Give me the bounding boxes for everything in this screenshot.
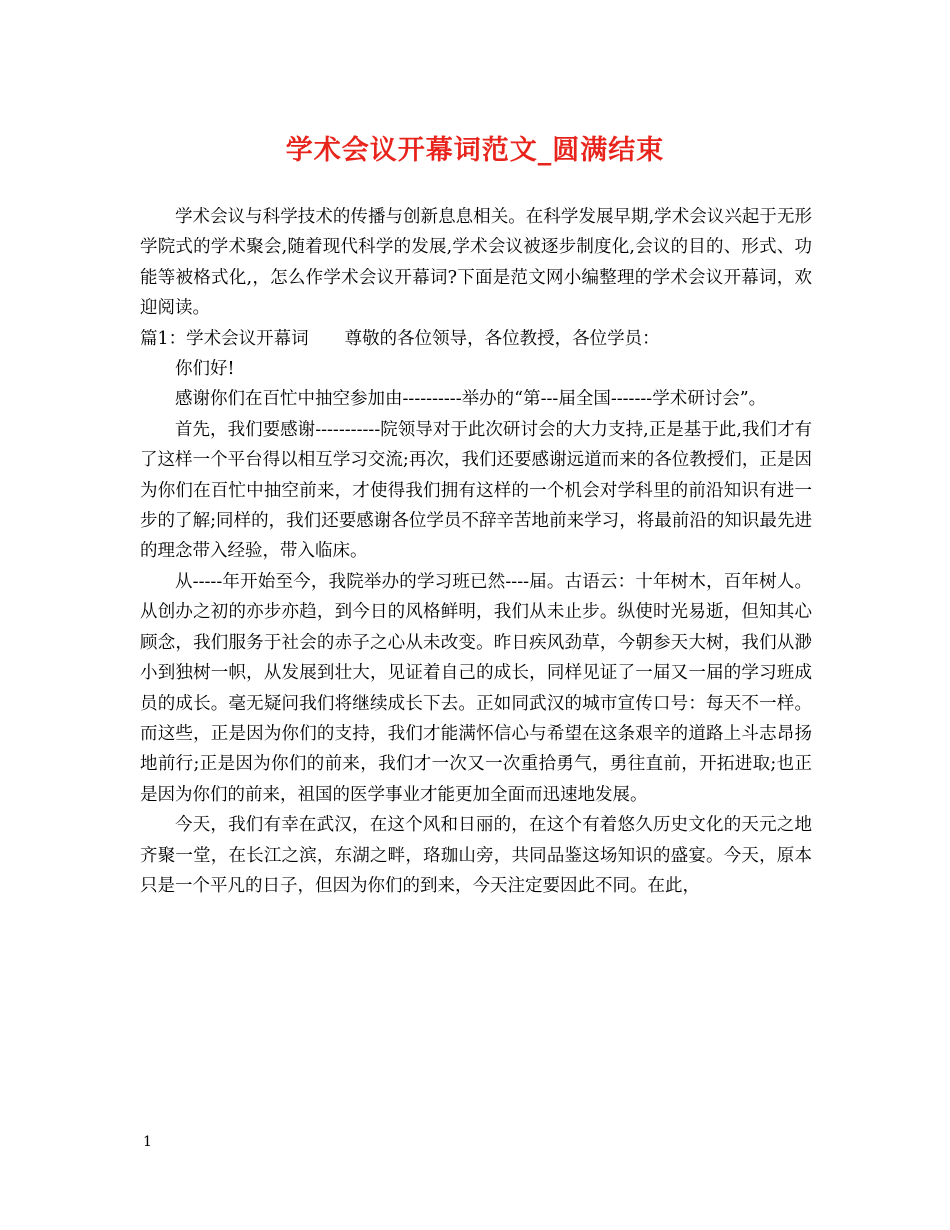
today-paragraph: 今天，我们有幸在武汉，在这个风和日丽的，在这个有着悠久历史文化的天元之地齐聚一堂，在长江之滨，东湖之畔，珞珈山旁，共同品鉴这场知识的盛宴。今天，原本只是一个平凡的日子，但因为你们的到来，今天注定要因此不同。在此， xyxy=(140,815,812,896)
history-paragraph: 从-----年开始至今，我院举办的学习班已然----届。古语云：十年树木，百年树人。从创办之初的亦步亦趋，到今日的风格鲜明，我们从未止步。纵使时光易逝，但知其心顾念，我们服务于社会的赤子之心从未改变。昨日疾风劲草，今朝参天大树，我们从渺小到独树一帜，从发展到壮大，见证着自己的成长，同样见证了一届又一届的学习班成员的成长。毫无疑问我们将继续成长下去。正如同武汉的城市宣传口号：每天不一样。而这些，正是因为你们的支持，我们才能满怀信心与希望在这条艰辛的道路上斗志昂扬地前行;正是因为你们的前来，我们才一次又一次重拾勇气，勇往直前，开拓进取;也正是因为你们的前来，祖国的医学事业才能更加全面而迅速地发展。 xyxy=(140,571,812,805)
salutation: 尊敬的各位领导，各位教授，各位学员： xyxy=(344,328,660,349)
first-paragraph: 首先，我们要感谢-----------院领导对于此次研讨会的大力支持,正是基于此,我们才有了这样一个平台得以相互学习交流;再次，我们还要感谢远道而来的各位教授们，正是因为你们在百忙中抽空前来，才使得我们拥有这样的一个机会对学科里的前沿知识有进一步的了解;同样的，我们还要感谢各位学员不辞辛苦地前来学习，将最前沿的知识最先进的理念带入经验，带入临床。 xyxy=(140,419,812,562)
section-heading-line xyxy=(140,324,812,354)
document-title: 学术会议开幕词范文_圆满结束 xyxy=(285,135,665,166)
page-number: 1 xyxy=(143,1134,152,1150)
document-body xyxy=(140,202,812,901)
section-heading: 篇1：学术会议开幕词 xyxy=(140,328,309,349)
thanks-paragraph: 感谢你们在百忙中抽空参加由----------举办的“第---届全国-------学术研讨会”。 xyxy=(175,389,767,410)
intro-paragraph: 学术会议与科学技术的传播与创新息息相关。在科学发展早期,学术会议兴起于无形学院式的学术聚会,随着现代科学的发展,学术会议被逐步制度化,会议的目的、形式、功能等被格式化,，怎么作学术会议开幕词?下面是范文网小编整理的学术会议开幕词，欢迎阅读。 xyxy=(140,207,812,319)
greeting-paragraph: 你们好! xyxy=(175,359,235,380)
